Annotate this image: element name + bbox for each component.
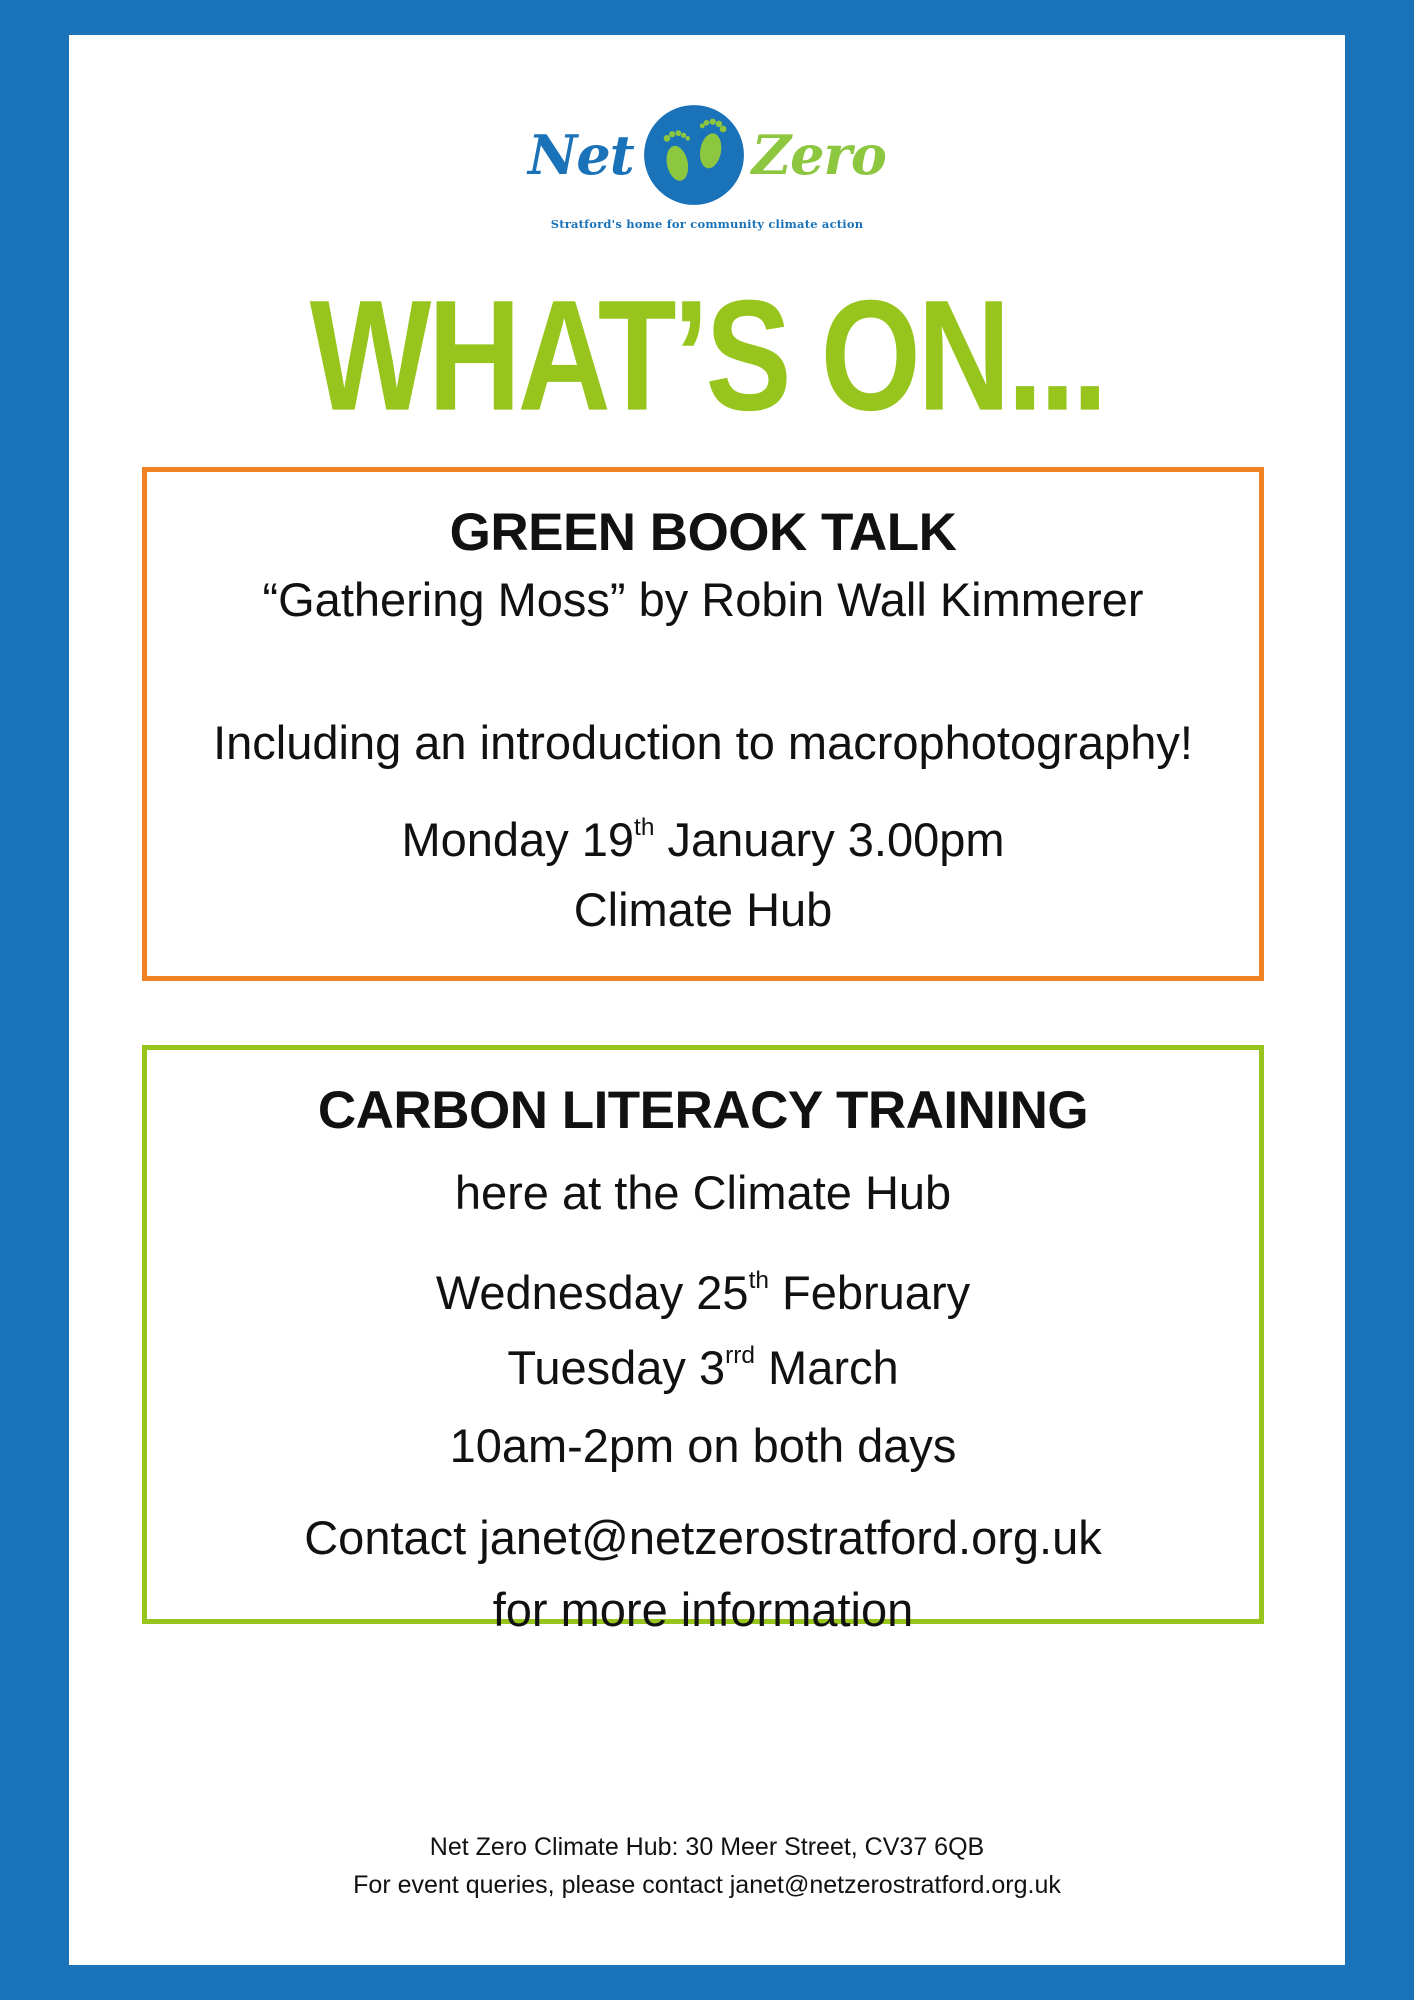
event-date-text: Wednesday 25: [435, 1266, 749, 1319]
event-green-book-talk: [142, 467, 1264, 981]
logo-word-zero: Zero: [751, 123, 886, 187]
event-date-text: Tuesday 3: [507, 1341, 726, 1394]
event-time: 10am-2pm on both days: [449, 1419, 957, 1472]
event-subtitle: here at the Climate Hub: [454, 1166, 952, 1219]
footer-queries: For event queries, please contact janet@netzerostratford.org.uk: [353, 1871, 1061, 1899]
event-location: Climate Hub: [573, 883, 833, 936]
poster-sheet: [69, 35, 1345, 1965]
event-date: [147, 812, 1259, 867]
event-date-rest: March: [754, 1341, 899, 1394]
event-date-2: [147, 1340, 1259, 1395]
date-ordinal-suffix: rrd: [725, 1342, 755, 1370]
logo-tagline: Stratford's home for community climate action: [550, 217, 864, 231]
event-contact: Contact janet@netzerostratford.org.uk: [304, 1511, 1102, 1564]
footprints-globe-icon: [642, 103, 746, 207]
net-zero-logo: [69, 65, 1345, 245]
event-date-text: Monday 19: [401, 813, 635, 866]
event-contact-note: for more information: [492, 1583, 914, 1636]
logo-word-net: Net: [528, 123, 634, 187]
page-heading: WHAT’S ON...: [309, 266, 1105, 444]
event-date-1: [147, 1265, 1259, 1320]
event-date-rest: January 3.00pm: [654, 813, 1005, 866]
event-title: GREEN BOOK TALK: [449, 503, 957, 562]
event-date-rest: February: [768, 1266, 971, 1319]
event-carbon-literacy-training: [142, 1045, 1264, 1636]
event-title: CARBON LITERACY TRAINING: [317, 1081, 1089, 1140]
date-ordinal-suffix: th: [634, 814, 655, 842]
event-subtitle: “Gathering Moss” by Robin Wall Kimmerer: [262, 573, 1144, 626]
footer-address: Net Zero Climate Hub: 30 Meer Street, CV37 6QB: [429, 1833, 985, 1861]
date-ordinal-suffix: th: [748, 1267, 769, 1295]
event-note: Including an introduction to macrophotography!: [213, 716, 1193, 769]
